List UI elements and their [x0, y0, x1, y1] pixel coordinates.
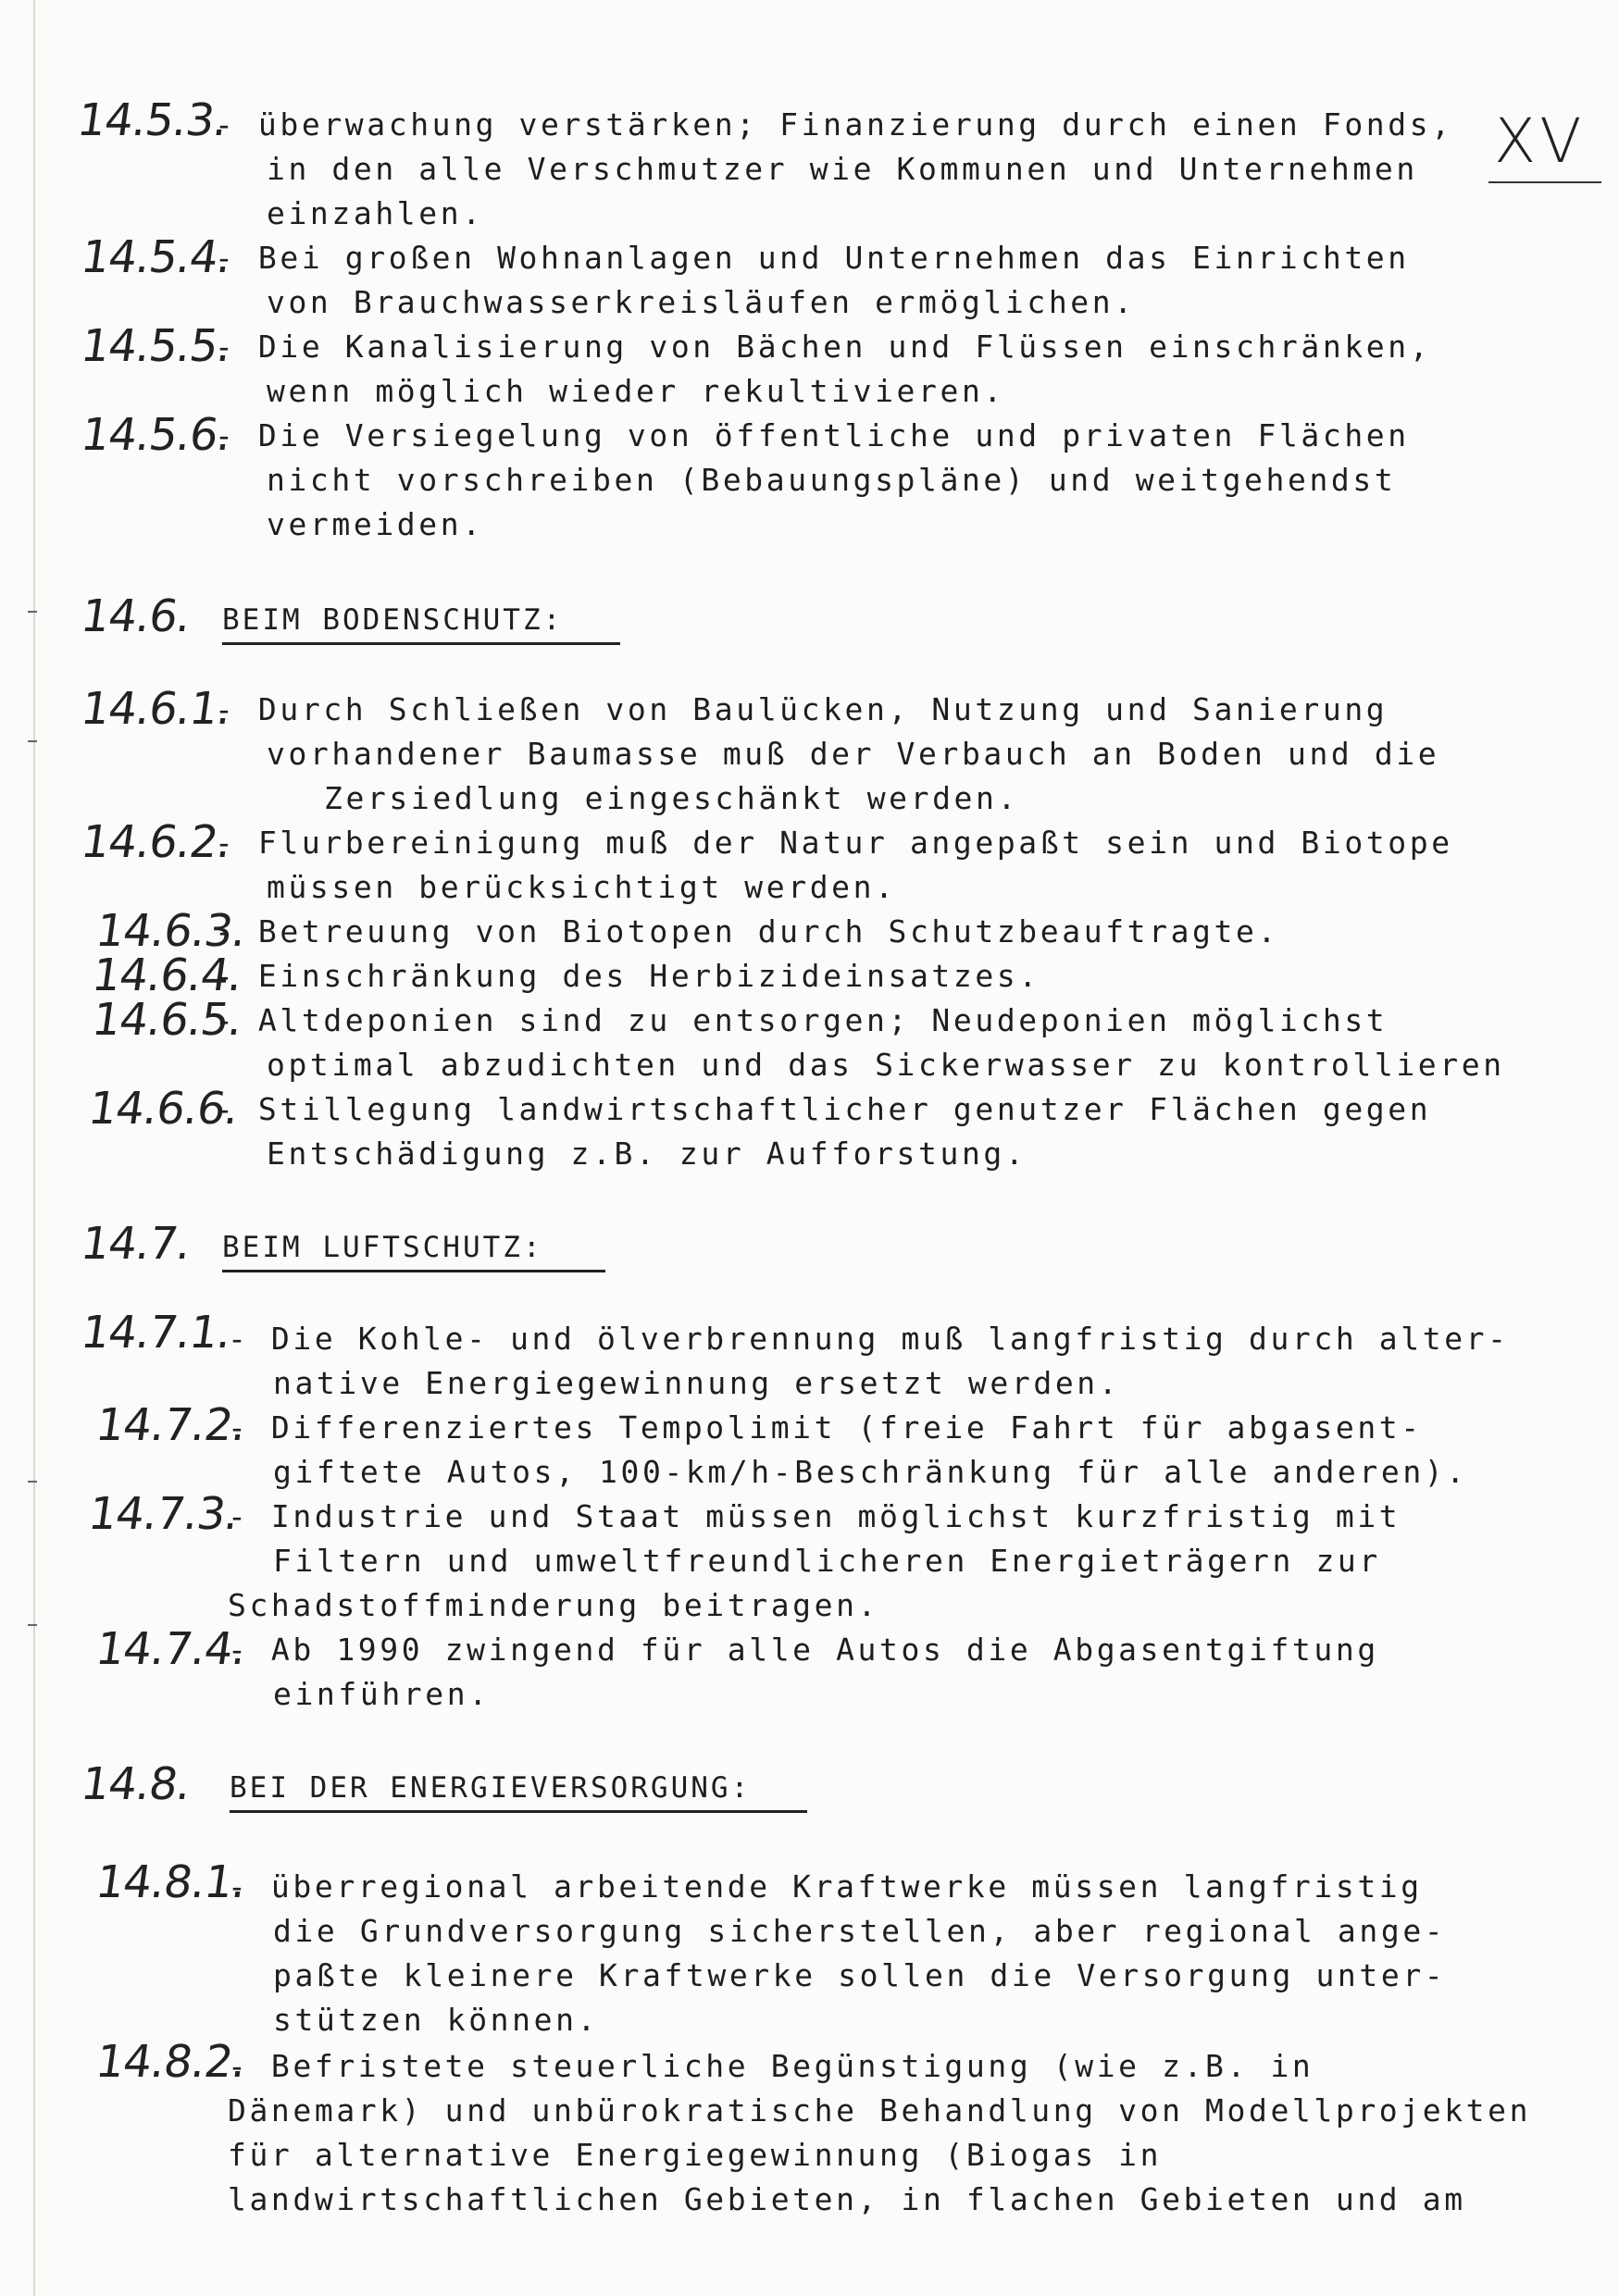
- item-number: 14.8.1.: [93, 1856, 249, 1908]
- margin-tick: [28, 611, 37, 613]
- item-text-line: Schadstoffminderung beitragen.: [228, 1587, 880, 1623]
- item-number: 14.7.3.: [85, 1488, 242, 1540]
- item-text-line: Filtern und umweltfreundlicheren Energieträgern zur: [273, 1543, 1381, 1579]
- item-text-line: wenn möglich wieder rekultivieren.: [267, 373, 1005, 409]
- margin-tick: [28, 740, 37, 742]
- item-number: 14.5.5.: [78, 320, 234, 372]
- item-text-line: - Die Kanalisierung von Bächen und Flüssen einschränken,: [215, 329, 1432, 365]
- item-number: 14.6.2.: [78, 816, 234, 868]
- item-text-line: - Stillegung landwirtschaftlicher genutzer Flächen gegen: [215, 1091, 1432, 1127]
- margin-tick: [28, 1481, 37, 1483]
- item-text-line: vermeiden.: [267, 506, 484, 542]
- item-text-line: - überwachung verstärken; Finanzierung durch einen Fonds,: [215, 106, 1453, 143]
- item-text-line: landwirtschaftlichen Gebieten, in flachen Gebieten und am: [228, 2181, 1466, 2217]
- item-text-line: von Brauchwasserkreisläufen ermöglichen.: [267, 284, 1136, 320]
- section-heading: BEI DER ENERGIEVERSORGUNG:: [230, 1769, 807, 1813]
- item-text-line: - Die Versiegelung von öffentliche und privaten Flächen: [215, 417, 1410, 453]
- item-text-line: vorhandener Baumasse muß der Verbauch an Boden und die: [267, 736, 1440, 772]
- item-text-line: - Befristete steuerliche Begünstigung (wie z.B. in: [228, 2048, 1314, 2084]
- item-text-line: - Bei großen Wohnanlagen und Unternehmen das Einrichten: [215, 240, 1410, 276]
- item-text-line: in den alle Verschmutzer wie Kommunen und Unternehmen: [267, 151, 1418, 187]
- item-text-line: einzahlen.: [267, 195, 484, 231]
- item-number: 14.5.3.: [74, 94, 230, 146]
- section-heading: BEIM LUFTSCHUTZ:: [222, 1229, 605, 1272]
- item-number: 14.7.2.: [93, 1399, 249, 1451]
- item-number: 14.8.2.: [93, 2036, 249, 2088]
- item-number: 14.6.6.: [85, 1083, 242, 1135]
- item-number: 14.6.4.: [89, 949, 245, 1001]
- item-text-line: - Betreuung von Biotopen durch Schutzbeauftragte.: [215, 913, 1279, 949]
- item-text-line: - Differenziertes Tempolimit (freie Fahrt für abgasent-: [228, 1409, 1423, 1446]
- section-heading: BEIM BODENSCHUTZ:: [222, 602, 620, 645]
- item-text-line: Entschädigung z.B. zur Aufforstung.: [267, 1136, 1027, 1172]
- item-number: 14.6.5.: [89, 994, 245, 1046]
- section-number: 14.6.: [78, 590, 194, 642]
- page-marker: XV: [1494, 105, 1586, 177]
- item-text-line: - Flurbereinigung muß der Natur angepaßt sein und Biotope: [215, 825, 1453, 861]
- section-number: 14.7.: [78, 1218, 194, 1270]
- item-text-line: - Einschränkung des Herbizideinsatzes.: [215, 958, 1040, 994]
- item-text-line: die Grundversorgung sicherstellen, aber regional ange-: [273, 1913, 1447, 1949]
- page-marker-underline: [1488, 181, 1601, 183]
- item-number: 14.6.1.: [78, 683, 234, 735]
- item-text-line: einführen.: [273, 1676, 491, 1712]
- item-text-line: - Industrie und Staat müssen möglichst kurzfristig mit: [228, 1498, 1401, 1534]
- item-text-line: native Energiegewinnung ersetzt werden.: [273, 1365, 1121, 1401]
- item-text-line: nicht vorschreiben (Bebauungspläne) und weitgehendst: [267, 462, 1397, 498]
- item-text-line: optimal abzudichten und das Sickerwasser zu kontrollieren: [267, 1047, 1505, 1083]
- item-number: 14.5.4.: [78, 231, 234, 283]
- item-number: 14.7.4.: [93, 1623, 249, 1675]
- item-text-line: - Durch Schließen von Baulücken, Nutzung und Sanierung: [215, 691, 1389, 727]
- item-text-line: - Ab 1990 zwingend für alle Autos die Abgasentgiftung: [228, 1632, 1379, 1668]
- item-number: 14.5.6.: [78, 409, 234, 461]
- item-text-line: paßte kleinere Kraftwerke sollen die Versorgung unter-: [273, 1957, 1447, 1993]
- section-number: 14.8.: [78, 1758, 194, 1810]
- item-text-line: - überregional arbeitende Kraftwerke müssen langfristig: [228, 1868, 1423, 1905]
- item-text-line: Dänemark) und unbürokratische Behandlung von Modellprojekten: [228, 2092, 1532, 2128]
- item-text-line: für alternative Energiegewinnung (Biogas in: [228, 2137, 1163, 2173]
- item-number: 14.6.3.: [93, 905, 249, 957]
- margin-tick: [28, 1624, 37, 1626]
- item-text-line: stützen können.: [273, 2002, 600, 2038]
- page-edge: [33, 0, 35, 2296]
- item-number: 14.7.1.: [78, 1307, 234, 1359]
- item-text-line: Zersiedlung eingeschänkt werden.: [324, 780, 1019, 816]
- item-text-line: - Altdeponien sind zu entsorgen; Neudeponien möglichst: [215, 1002, 1389, 1038]
- item-text-line: - Die Kohle- und ölverbrennung muß langfristig durch alter-: [228, 1321, 1510, 1357]
- item-text-line: müssen berücksichtigt werden.: [267, 869, 897, 905]
- item-text-line: giftete Autos, 100-km/h-Beschränkung für alle anderen).: [273, 1454, 1468, 1490]
